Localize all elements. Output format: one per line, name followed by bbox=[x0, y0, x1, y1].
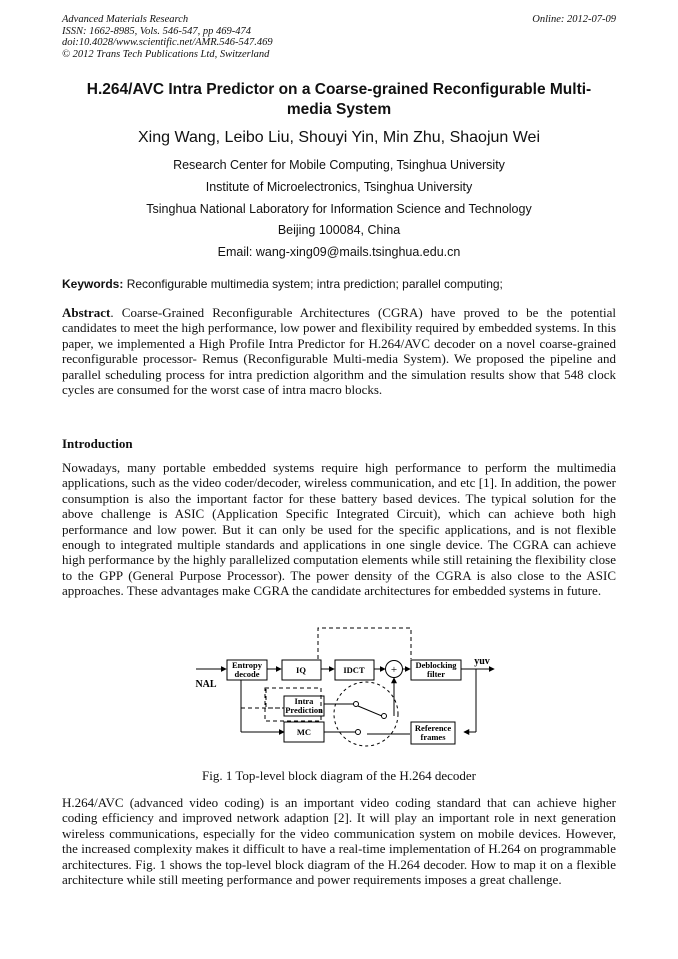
mc-label: MC bbox=[296, 727, 312, 737]
issn-line: ISSN: 1662-8985, Vols. 546-547, pp 469-474 bbox=[62, 25, 251, 37]
introduction-paragraph-2: H.264/AVC (advanced video coding) is an important video coding standard that can achieve higher coding efficiency and improved network adaption [2]. It will play an important role in next generation wireless communications, especially for the video communication system on mobile devices. However, the increased complexity makes it difficult to have a real-time implementation of H.264 on programmable architectures. Fig. 1 shows the top-level block diagram of the H.264 decoder. How to map it on a flexible architecture while still meeting performance and power requirements imposes a great challenge. bbox=[62, 795, 616, 888]
affiliation-3: Tsinghua National Laboratory for Information Science and Technology bbox=[146, 202, 532, 216]
introduction-heading: Introduction bbox=[62, 436, 133, 451]
intra-label-2: Prediction bbox=[285, 705, 323, 715]
copyright-line: © 2012 Trans Tech Publications Ltd, Switzerland bbox=[62, 48, 270, 60]
nal-label: NAL bbox=[195, 679, 217, 690]
journal-header bbox=[62, 14, 616, 60]
affiliation-2: Institute of Microelectronics, Tsinghua University bbox=[205, 180, 473, 194]
iq-label: IQ bbox=[296, 665, 306, 675]
abstract-label: Abstract bbox=[62, 305, 111, 320]
decoder-block-diagram bbox=[186, 624, 496, 760]
keywords bbox=[62, 277, 616, 291]
idct-label: IDCT bbox=[343, 665, 365, 675]
author-list: Xing Wang, Leibo Liu, Shouyi Yin, Min Zhu, Shaojun Wei bbox=[137, 129, 540, 146]
ref-label-1: Reference bbox=[414, 723, 452, 733]
journal-name: Advanced Materials Research bbox=[62, 14, 189, 25]
yuv-label: yuv bbox=[474, 656, 490, 667]
deblock-label-1: Deblocking bbox=[415, 660, 457, 670]
abstract bbox=[62, 305, 616, 397]
abstract-text: . Coarse-Grained Reconfigurable Architectures (CGRA) have proved to be the potential candidates to meet the high performance, low power and flexibility required by embedded systems. In this paper, we implemented a High Profile Intra Predictor for H.264/AVC decoder on a novel coarse-grained reconfigurable processor- Remus (Reconfigurable Multi-media System). We proposed the pipeline and parallel scheduling process for intra prediction algorithm and the simulation results show that 548 clock cycles are consumed for the worst case of intra macro blocks. bbox=[62, 305, 616, 398]
affiliation-1: Research Center for Mobile Computing, Tsinghua University bbox=[173, 158, 505, 172]
author-email: Email: wang-xing09@mails.tsinghua.edu.cn bbox=[217, 245, 461, 259]
title-line-2: media System bbox=[286, 101, 392, 118]
ref-label-2: frames bbox=[420, 732, 446, 742]
doi-line: doi:10.4028/www.scientific.net/AMR.546-547.469 bbox=[62, 37, 273, 48]
title-line-1: H.264/AVC Intra Predictor on a Coarse-grained Reconfigurable Multi- bbox=[86, 81, 592, 98]
figure-caption: Fig. 1 Top-level block diagram of the H.264 decoder bbox=[202, 768, 476, 783]
affiliation-4: Beijing 100084, China bbox=[277, 223, 401, 237]
intra-label-1: Intra bbox=[294, 696, 314, 706]
adder-plus: + bbox=[390, 664, 398, 676]
keywords-label: Keywords: bbox=[62, 277, 124, 291]
paper-title bbox=[62, 80, 616, 120]
online-date: Online: 2012-07-09 bbox=[532, 14, 616, 25]
keywords-text: Reconfigurable multimedia system; intra prediction; parallel computing; bbox=[126, 277, 503, 291]
entropy-label-1: Entropy bbox=[231, 660, 263, 670]
introduction-paragraph-1: Nowadays, many portable embedded systems require high performance to perform the multimedia applications, such as the video coder/decoder, wireless communication, and etc [1]. In addition, the power consumption is also the important factor for these battery based devices. The typical solution for the above challenge is ASIC (Application Specific Integrated Circuit), which can achieve both high performance and low power. But it can only be used for the specific applications, and is not flexible enough to integrated multiple standards and applications in one single device. The CGRA can achieve high performance by the highly parallelized computation elements while still retaining the flexibility close to the GPP (General Purpose Processor). The power density of the CGRA is also close to the ASIC approaches. These advantages make CGRA the candidate architectures for embedded systems in future. bbox=[62, 460, 616, 599]
deblock-label-2: filter bbox=[427, 669, 445, 679]
entropy-label-2: decode bbox=[234, 669, 260, 679]
